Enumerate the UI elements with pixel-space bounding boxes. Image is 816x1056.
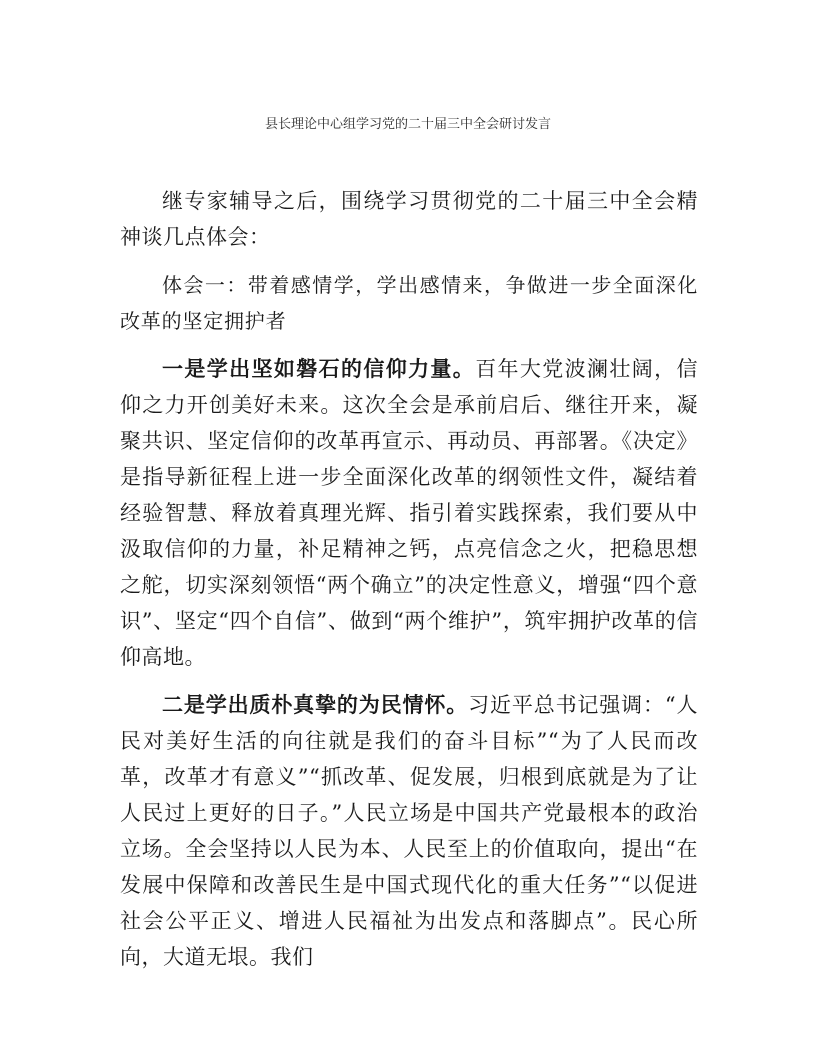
paragraph-1 [120,351,698,675]
intro-paragraph: 继专家辅导之后，围绕学习贯彻党的二十届三中全会精神谈几点体会： [120,189,698,249]
page-header-title: 县长理论中心组学习党的二十届三中全会研讨发言 [264,117,551,132]
paragraph-2-text: 习近平总书记强调：“人民对美好生活的向往就是我们的奋斗目标”“为了人民而改革，改革才有意义”“抓改革、促发展，归根到底就是为了让人民过上更好的日子。”人民立场是中国共产党最根本的政治立场。全会坚持以人民为本、人民至上的价值取向，提出“在发展中保障和改善民生是中国式现代化的重大任务”“以促进社会公平正义、增进人民福祉为出发点和落脚点”。民心所向，大道无垠。我们 [120,693,698,969]
paragraph-2-lead: 二是学出质朴真挚的为民情怀。 [162,692,469,717]
section-heading-1: 体会一：带着感情学，学出感情来，争做进一步全面深化改革的坚定拥护者 [120,273,698,333]
document-body [120,183,698,987]
paragraph-1-lead: 一是学出坚如磐石的信仰力量。 [162,356,476,381]
paragraph-2 [120,687,698,975]
paragraph-1-text: 百年大党波澜壮阔，信仰之力开创美好未来。这次全会是承前启后、继往开来，凝聚共识、坚定信仰的改革再宣示、再动员、再部署。《决定》是指导新征程上进一步全面深化改革的纲领性文件，凝结着经验智慧、释放着真理光辉、指引着实践探索，我们要从中汲取信仰的力量，补足精神之钙，点亮信念之火，把稳思想之舵，切实深刻领悟“两个确立”的决定性意义，增强“四个意识”、坚定“四个自信”、做到“两个维护”，筑牢拥护改革的信仰高地。 [120,357,699,669]
